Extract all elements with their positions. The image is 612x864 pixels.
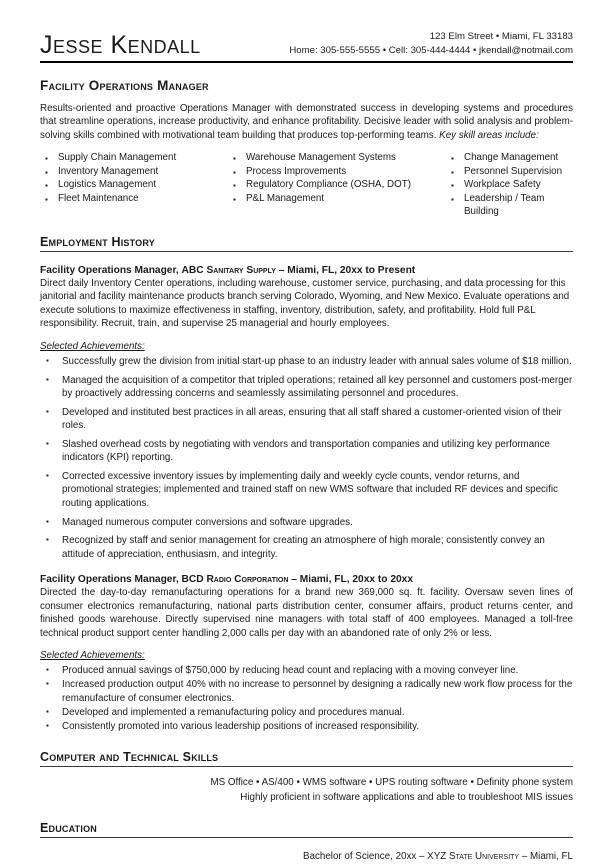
job-description-2: Directed the day-to-day remanufacturing operations for a brand new 369,000 sq. ft. facility. Oversaw seven lines of consumer electronics remanufacturing, national parts distribution center, consumer affairs, product returns center, and finished goods warehouse. Directly supervised nine managers with total staff of 400 employees. Managed a toll-free technical product support center handling 2,000 calls per day with an abandoned rate of only 2% or less.: [40, 586, 573, 639]
skill-item: ▪ Workplace Safety: [446, 178, 573, 192]
skill-item: ▪ Change Management: [446, 151, 573, 165]
job-company: BCD Radio Corporation: [181, 573, 289, 585]
page-header: [40, 30, 573, 63]
technical-proficiency-line: Highly proficient in software applications and able to troubleshoot MIS issues: [240, 791, 573, 803]
university-location: – Miami, FL: [519, 850, 573, 862]
key-skills-columns: [40, 151, 573, 219]
achievement-item: ▪ Managed numerous computer conversions and software upgrades.: [40, 516, 573, 529]
job-title-1: [40, 265, 573, 276]
achievement-item: ▪ Increased production output 40% with no increase to personnel by designing a radically new work flow process for the remanufacture of consumer electronics.: [40, 678, 573, 705]
job-location-dates: – Miami, FL, 20xx to Present: [275, 264, 416, 276]
degree-and-year: Bachelor of Science, 20xx –: [303, 850, 428, 862]
resume-title: Facility Operations Manager: [40, 77, 209, 93]
skills-column-1: [40, 151, 228, 219]
candidate-name: Jesse Kendall: [40, 30, 201, 59]
achievement-item: ▪ Corrected excessive inventory issues by implementing daily and weekly cycle counts, vendor returns, and promotional strategies; implemented and trained staff on new WMS software that included RF devices and specific routing applications.: [40, 470, 573, 510]
achievements-list-1: [40, 355, 573, 561]
skill-item: ▪ Warehouse Management Systems: [228, 151, 446, 165]
achievement-item: ▪ Managed the acquisition of a competitor that tripled operations; retained all key personnel and customers post-merger by proactively addressing concerns and seamlessly assimilating personnel and procedures.: [40, 374, 573, 401]
section-heading-employment: Employment History: [40, 235, 573, 252]
phone-email-line: Home: 305-555-5555 • Cell: 305-444-4444 • jkendall@notmail.com: [289, 44, 573, 56]
skills-lead-in: Key skill areas include:: [439, 129, 539, 141]
achievements-list-2: [40, 664, 573, 734]
job-location-dates: – Miami, FL, 20xx to 20xx: [288, 573, 413, 585]
education-line: [40, 849, 573, 864]
job-entry-1: [40, 265, 573, 561]
job-title-2: [40, 574, 573, 585]
achievement-item: ▪ Slashed overhead costs by negotiating with vendors and transportation companies and utilizing key performance indicators (KPI) reporting.: [40, 438, 573, 465]
achievement-item: ▪ Developed and implemented a remanufacturing policy and procedures manual.: [40, 706, 573, 719]
contact-block: [289, 30, 573, 58]
summary-paragraph: [40, 102, 573, 143]
achievement-item: ▪ Successfully grew the division from initial start-up phase to an industry leader with annual sales volume of $18 million.: [40, 355, 573, 368]
skill-item: ▪ Personnel Supervision: [446, 165, 573, 179]
skill-item: ▪ Fleet Maintenance: [40, 192, 228, 206]
skill-item: ▪ Inventory Management: [40, 165, 228, 179]
technical-skills-line: MS Office • AS/400 • WMS software • UPS routing software • Definity phone system: [210, 776, 573, 788]
skills-column-3: [446, 151, 573, 219]
section-heading-education: Education: [40, 821, 573, 838]
skill-item: ▪ Logistics Management: [40, 178, 228, 192]
university-name: XYZ State University: [427, 850, 520, 862]
job-role: Facility Operations Manager,: [40, 264, 182, 276]
achievement-item: ▪ Developed and instituted best practices in all areas, ensuring that all staff shared a customer-oriented vision of their roles.: [40, 406, 573, 433]
summary-text: Results-oriented and proactive Operations Manager with demonstrated success in developing systems and procedures that streamline operations, increase productivity, and enhance profitability. Decisive leader with solid analysis and problem-solving skills combined with motivational team building that produces top-performing teams.: [40, 102, 573, 141]
achievement-item: ▪ Produced annual savings of $750,000 by reducing head count and replacing with a moving conveyer line.: [40, 664, 573, 677]
section-heading-technical: Computer and Technical Skills: [40, 750, 573, 767]
achievement-item: ▪ Recognized by staff and senior management for creating an atmosphere of high morale; consistently convey an attitude of appreciation, enthusiasm, and integrity.: [40, 534, 573, 561]
achievement-item: ▪ Consistently promoted into various leadership positions of increased responsibility.: [40, 720, 573, 733]
skill-item: ▪ P&L Management: [228, 192, 446, 206]
achievements-label-1: Selected Achievements:: [40, 340, 145, 352]
job-role: Facility Operations Manager,: [40, 573, 182, 585]
job-description-1: Direct daily Inventory Center operations, including warehouse, customer service, purchasing, and data processing for this janitorial and facility maintenance products branch serving Colorado, Wyoming, and New Mexico. Evaluate operations and execute solutions to maximize effectiveness in staffing, inventory, distribution, safety, and profitability. Hold full P&L responsibility. Recruit, train, and supervise 25 managerial and hourly employees.: [40, 277, 570, 330]
skills-column-2: [228, 151, 446, 219]
address-line: 123 Elm Street • Miami, FL 33183: [429, 31, 573, 42]
skill-item: ▪ Regulatory Compliance (OSHA, DOT): [228, 178, 446, 192]
job-company: ABC Sanitary Supply: [181, 264, 276, 276]
skill-item: ▪ Process Improvements: [228, 165, 446, 179]
skill-item: ▪ Supply Chain Management: [40, 151, 228, 165]
job-entry-2: [40, 574, 573, 734]
achievements-label-2: Selected Achievements:: [40, 650, 145, 662]
skill-item: ▪ Leadership / Team Building: [446, 192, 573, 219]
